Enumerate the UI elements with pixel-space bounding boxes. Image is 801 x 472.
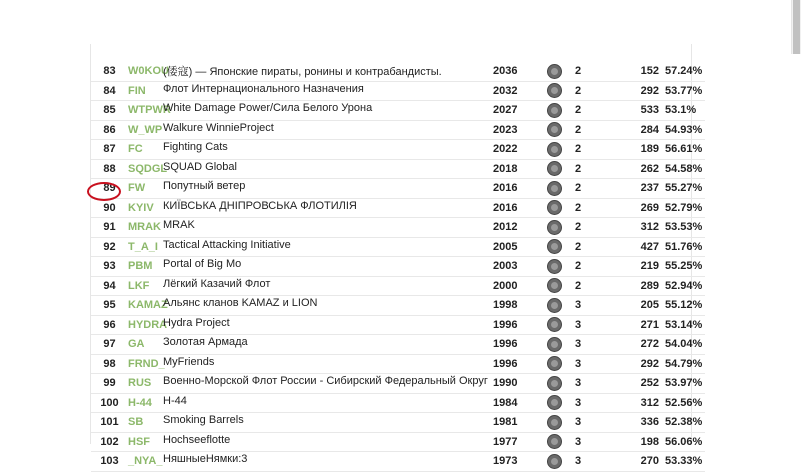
rank-cell [91, 374, 128, 394]
rank-value: 90 [103, 201, 116, 214]
table-row[interactable] [91, 198, 705, 218]
league-badge-cell [537, 315, 571, 335]
clan-winrate: 56.06% [665, 432, 705, 452]
league-badge-cell [537, 354, 571, 374]
clan-tag-link[interactable]: FIN [128, 81, 163, 101]
clan-members: 533 [631, 101, 665, 121]
rank-cell [91, 354, 128, 374]
clan-rating: 1977 [493, 432, 537, 452]
clan-level: 2 [571, 198, 631, 218]
clan-members: 269 [631, 198, 665, 218]
rank-value: 85 [103, 104, 116, 117]
rank-cell [91, 218, 128, 238]
clan-members: 312 [631, 393, 665, 413]
clan-level: 3 [571, 296, 631, 316]
clan-rating: 2016 [493, 179, 537, 199]
clan-level: 3 [571, 452, 631, 472]
clan-members: 292 [631, 354, 665, 374]
clan-rating: 2012 [493, 218, 537, 238]
clan-members: 252 [631, 374, 665, 394]
clan-name: Walkure WinnieProject [163, 120, 493, 140]
table-row[interactable] [91, 101, 705, 121]
league-badge-icon [547, 122, 562, 137]
league-badge-icon [547, 395, 562, 410]
clan-rating: 1990 [493, 374, 537, 394]
league-badge-icon [547, 415, 562, 430]
league-badge-cell [537, 140, 571, 160]
clan-winrate: 53.14% [665, 315, 705, 335]
clan-level: 3 [571, 315, 631, 335]
league-badge-icon [547, 356, 562, 371]
clan-tag-link[interactable]: LKF [128, 276, 163, 296]
clan-tag-link[interactable]: KAMAZ [128, 296, 163, 316]
table-row[interactable] [91, 276, 705, 296]
league-badge-icon [547, 220, 562, 235]
clan-rating: 2027 [493, 101, 537, 121]
rank-value: 99 [103, 377, 116, 390]
rank-value: 89 [103, 182, 116, 195]
clan-winrate: 54.04% [665, 335, 705, 355]
league-badge-icon [547, 161, 562, 176]
clan-rating: 1998 [493, 296, 537, 316]
rank-cell [91, 335, 128, 355]
clan-level: 3 [571, 393, 631, 413]
rank-value: 84 [103, 84, 116, 97]
clan-rating: 2000 [493, 276, 537, 296]
clan-rating: 2018 [493, 159, 537, 179]
rank-cell [91, 432, 128, 452]
clan-rating: 2005 [493, 237, 537, 257]
league-badge-cell [537, 81, 571, 101]
clan-winrate: 53.33% [665, 452, 705, 472]
league-badge-cell [537, 413, 571, 433]
table-row[interactable] [91, 120, 705, 140]
rank-cell [91, 140, 128, 160]
clan-tag-link[interactable]: RUS [128, 374, 163, 394]
clan-tag-link[interactable]: H-44 [128, 393, 163, 413]
clan-name: Золотая Армада [163, 335, 493, 355]
clan-name: Попутный ветер [163, 179, 493, 199]
clan-members: 312 [631, 218, 665, 238]
rank-cell [91, 62, 128, 81]
clan-name: Флот Интернационального Назначения [163, 81, 493, 101]
clan-tag-link[interactable]: WTPWR [128, 101, 163, 121]
clan-name: Tactical Attacking Initiative [163, 237, 493, 257]
league-badge-icon [547, 64, 562, 79]
clan-name: H-44 [163, 393, 493, 413]
clan-winrate: 53.77% [665, 81, 705, 101]
rank-cell [91, 315, 128, 335]
clan-tag-link[interactable]: SB [128, 413, 163, 433]
clan-level: 2 [571, 218, 631, 238]
clan-winrate: 52.79% [665, 198, 705, 218]
league-badge-icon [547, 259, 562, 274]
rank-cell [91, 120, 128, 140]
rank-cell [91, 101, 128, 121]
rank-value: 103 [100, 455, 119, 468]
clan-tag-link[interactable]: FW [128, 179, 163, 199]
league-badge-icon [547, 181, 562, 196]
table-row[interactable] [91, 393, 705, 413]
clan-name: SQUAD Global [163, 159, 493, 179]
rank-cell [91, 296, 128, 316]
league-badge-cell [537, 198, 571, 218]
table-row[interactable] [91, 354, 705, 374]
clan-name: Альянс кланов KAMAZ и LION [163, 296, 493, 316]
clan-level: 2 [571, 276, 631, 296]
clan-name: Portal of Big Mo [163, 257, 493, 277]
rank-value: 98 [103, 357, 116, 370]
rank-value: 95 [103, 299, 116, 312]
clan-winrate: 53.1% [665, 101, 705, 121]
rank-cell [91, 276, 128, 296]
table-row[interactable] [91, 413, 705, 433]
clan-members: 152 [631, 62, 665, 81]
clan-name: Smoking Barrels [163, 413, 493, 433]
clan-members: 271 [631, 315, 665, 335]
table-row[interactable] [91, 140, 705, 160]
clan-tag-link[interactable]: T_A_I [128, 237, 163, 257]
clan-rating: 1996 [493, 354, 537, 374]
clan-members: 262 [631, 159, 665, 179]
clan-level: 2 [571, 62, 631, 81]
rank-cell [91, 237, 128, 257]
clan-name: White Damage Power/Сила Белого Урона [163, 101, 493, 121]
league-badge-cell [537, 218, 571, 238]
clan-tag-link[interactable]: HYDRA [128, 315, 163, 335]
league-badge-cell [537, 62, 571, 81]
league-badge-icon [547, 278, 562, 293]
table-row[interactable] [91, 62, 705, 81]
league-badge-icon [547, 454, 562, 469]
clan-level: 3 [571, 413, 631, 433]
clan-level: 3 [571, 335, 631, 355]
clan-tag-link[interactable]: W0KOU [128, 62, 163, 81]
clan-rating: 2032 [493, 81, 537, 101]
clan-level: 3 [571, 374, 631, 394]
clan-members: 427 [631, 237, 665, 257]
clan-winrate: 55.27% [665, 179, 705, 199]
clan-name: (倭寇) — Японские пираты, ронины и контрабандисты. [163, 62, 493, 81]
clan-level: 2 [571, 257, 631, 277]
clan-winrate: 53.97% [665, 374, 705, 394]
rank-value: 88 [103, 162, 116, 175]
clan-members: 272 [631, 335, 665, 355]
clan-tag-link[interactable]: GA [128, 335, 163, 355]
rank-value: 96 [103, 318, 116, 331]
clan-members: 292 [631, 81, 665, 101]
rank-value: 100 [100, 396, 119, 409]
clan-ranking-panel [90, 44, 703, 468]
league-badge-cell [537, 296, 571, 316]
clan-members: 237 [631, 179, 665, 199]
rank-cell [91, 257, 128, 277]
clan-winrate: 54.58% [665, 159, 705, 179]
clan-tag-link[interactable]: PBM [128, 257, 163, 277]
rank-value: 94 [103, 279, 116, 292]
clan-level: 2 [571, 140, 631, 160]
highlight-circle-marker [87, 182, 121, 201]
clan-members: 336 [631, 413, 665, 433]
clan-tag-link[interactable]: _NYA_ [128, 452, 163, 472]
clan-name: MyFriends [163, 354, 493, 374]
clan-rating: 1996 [493, 315, 537, 335]
league-badge-icon [547, 376, 562, 391]
clan-level: 3 [571, 432, 631, 452]
table-row[interactable] [91, 374, 705, 394]
clan-level: 2 [571, 120, 631, 140]
league-badge-icon [547, 298, 562, 313]
table-row[interactable] [91, 315, 705, 335]
league-badge-cell [537, 179, 571, 199]
clan-tag-link[interactable]: SQDGL [128, 159, 163, 179]
clan-tag-link[interactable]: FC [128, 140, 163, 160]
rank-value: 97 [103, 338, 116, 351]
clan-name: НяшныеНямки:3 [163, 452, 493, 472]
league-badge-cell [537, 257, 571, 277]
clan-members: 284 [631, 120, 665, 140]
rank-cell [91, 452, 128, 472]
league-badge-cell [537, 237, 571, 257]
clan-tag-link[interactable]: HSF [128, 432, 163, 452]
league-badge-icon [547, 83, 562, 98]
rank-value: 92 [103, 240, 116, 253]
clan-level: 2 [571, 159, 631, 179]
clan-winrate: 51.76% [665, 237, 705, 257]
clan-level: 2 [571, 81, 631, 101]
clan-ranking-table [91, 62, 705, 472]
clan-rating: 2022 [493, 140, 537, 160]
league-badge-icon [547, 317, 562, 332]
league-badge-cell [537, 432, 571, 452]
clan-rating: 1996 [493, 335, 537, 355]
rank-value: 101 [100, 416, 119, 429]
clan-name: Hochseeflotte [163, 432, 493, 452]
clan-tag-link[interactable]: MRAK [128, 218, 163, 238]
clan-winrate: 55.12% [665, 296, 705, 316]
rank-value: 93 [103, 260, 116, 273]
clan-rating: 2016 [493, 198, 537, 218]
league-badge-icon [547, 337, 562, 352]
clan-name: Fighting Cats [163, 140, 493, 160]
rank-value: 91 [103, 221, 116, 234]
league-badge-icon [547, 103, 562, 118]
rank-value: 87 [103, 143, 116, 156]
clan-name: Военно-Морской Флот России - Сибирский Федеральный Округ [163, 374, 493, 394]
league-badge-cell [537, 452, 571, 472]
clan-members: 219 [631, 257, 665, 277]
clan-tag-link[interactable]: KYIV [128, 198, 163, 218]
league-badge-icon [547, 434, 562, 449]
clan-winrate: 55.25% [665, 257, 705, 277]
league-badge-cell [537, 120, 571, 140]
table-row[interactable] [91, 159, 705, 179]
league-badge-cell [537, 101, 571, 121]
league-badge-icon [547, 142, 562, 157]
clan-rating: 2003 [493, 257, 537, 277]
table-row[interactable] [91, 452, 705, 472]
rank-cell [91, 159, 128, 179]
rank-value: 83 [103, 65, 116, 78]
clan-name: Hydra Project [163, 315, 493, 335]
league-badge-cell [537, 374, 571, 394]
table-row[interactable] [91, 237, 705, 257]
clan-members: 198 [631, 432, 665, 452]
clan-level: 3 [571, 354, 631, 374]
table-row[interactable] [91, 81, 705, 101]
clan-members: 205 [631, 296, 665, 316]
clan-name: КИЇВСЬКА ДНІПРОВСЬКА ФЛОТИЛІЯ [163, 198, 493, 218]
clan-tag-link[interactable]: W_WP [128, 120, 163, 140]
table-row[interactable] [91, 296, 705, 316]
clan-winrate: 57.24% [665, 62, 705, 81]
league-badge-icon [547, 200, 562, 215]
clan-rating: 2036 [493, 62, 537, 81]
clan-winrate: 52.38% [665, 413, 705, 433]
table-row[interactable] [91, 257, 705, 277]
clan-winrate: 53.53% [665, 218, 705, 238]
clan-winrate: 52.56% [665, 393, 705, 413]
rank-cell [91, 81, 128, 101]
clan-name: MRAK [163, 218, 493, 238]
clan-winrate: 56.61% [665, 140, 705, 160]
rank-cell [91, 413, 128, 433]
clan-winrate: 54.79% [665, 354, 705, 374]
rank-value: 102 [100, 435, 119, 448]
clan-winrate: 54.93% [665, 120, 705, 140]
scrollbar[interactable] [791, 0, 801, 54]
clan-members: 270 [631, 452, 665, 472]
clan-tag-link[interactable]: FRND_ [128, 354, 163, 374]
clan-level: 2 [571, 237, 631, 257]
clan-rating: 1973 [493, 452, 537, 472]
table-row[interactable] [91, 432, 705, 452]
table-row[interactable] [91, 179, 705, 199]
scrollbar-thumb[interactable] [793, 0, 800, 54]
clan-level: 2 [571, 101, 631, 121]
clan-members: 189 [631, 140, 665, 160]
clan-name: Лёгкий Казачий Флот [163, 276, 493, 296]
rank-cell [91, 198, 128, 218]
league-badge-cell [537, 159, 571, 179]
table-row[interactable] [91, 335, 705, 355]
clan-level: 2 [571, 179, 631, 199]
clan-rating: 1981 [493, 413, 537, 433]
clan-rating: 2023 [493, 120, 537, 140]
league-badge-cell [537, 276, 571, 296]
clan-members: 289 [631, 276, 665, 296]
league-badge-icon [547, 239, 562, 254]
clan-rating: 1984 [493, 393, 537, 413]
rank-cell [91, 393, 128, 413]
table-row[interactable] [91, 218, 705, 238]
league-badge-cell [537, 393, 571, 413]
clan-winrate: 52.94% [665, 276, 705, 296]
league-badge-cell [537, 335, 571, 355]
rank-value: 86 [103, 123, 116, 136]
